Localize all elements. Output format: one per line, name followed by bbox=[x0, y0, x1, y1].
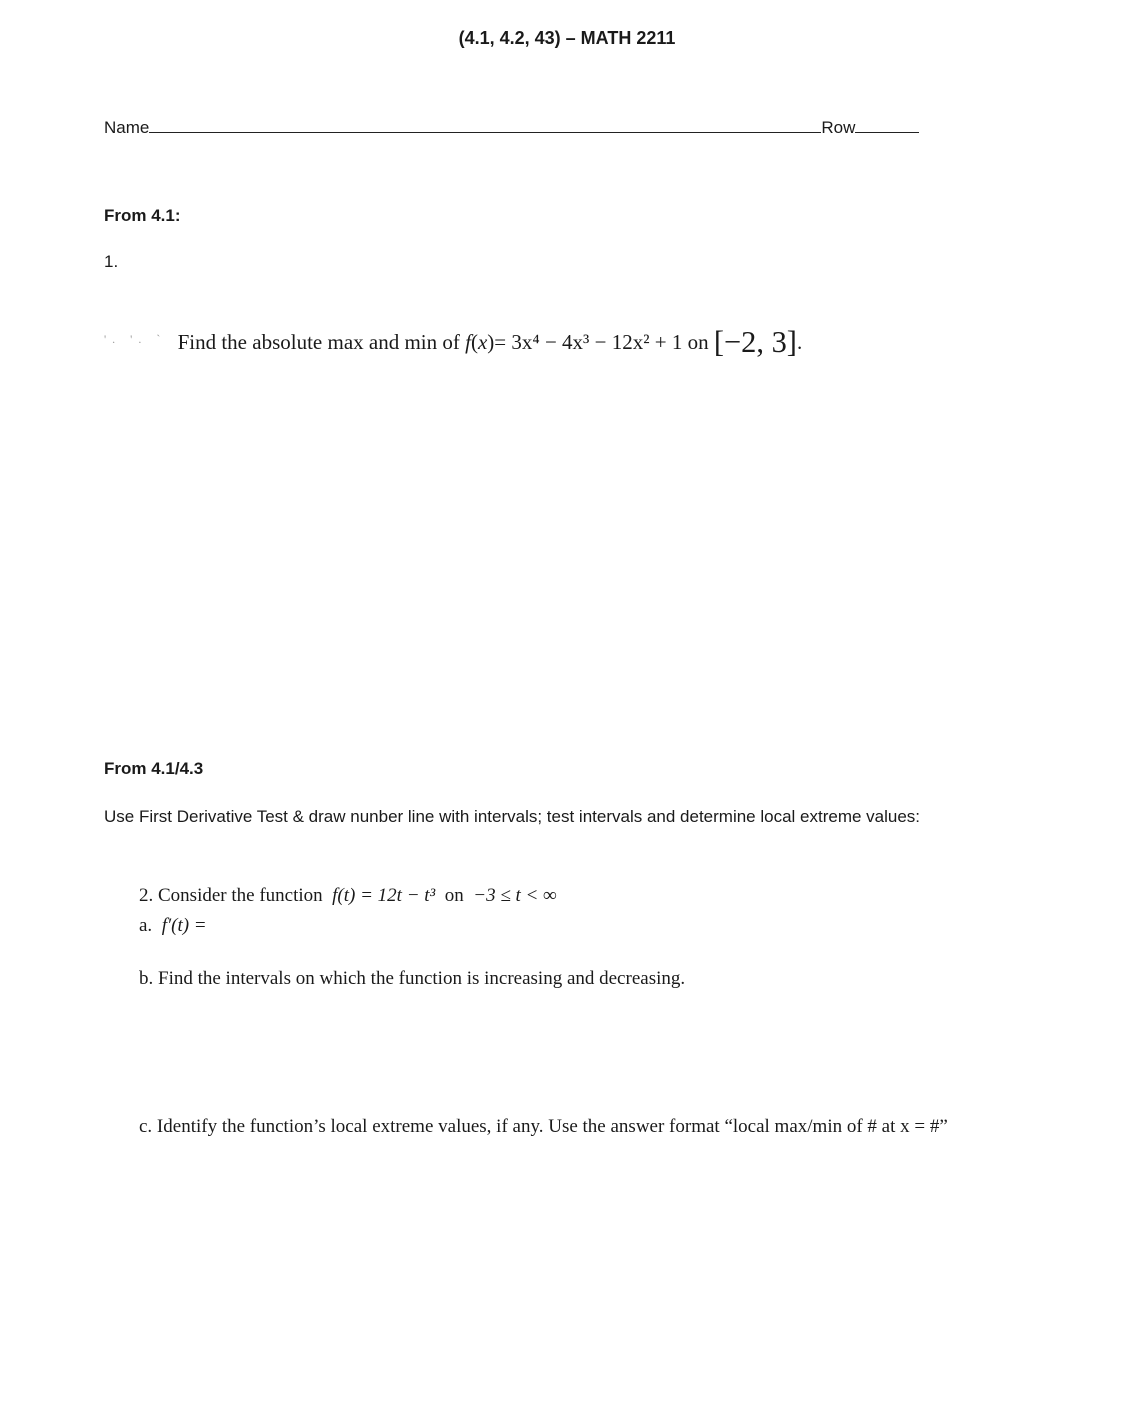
question-number-1: 1. bbox=[104, 252, 119, 271]
question-1: '. '. ` Find the absolute max and min of f(x)= 3x⁴ − 4x³ − 12x² + 1 on [−2, 3]. bbox=[104, 325, 803, 360]
question-2c: c. Identify the function’s local extreme values, if any. Use the answer format “local max/min of # at x = #” bbox=[139, 1116, 948, 1137]
name-row bbox=[104, 118, 919, 138]
sentence-end: . bbox=[796, 330, 803, 354]
question-2-function: f(t) = 12t − t³ bbox=[332, 885, 436, 906]
function-variable: x bbox=[477, 330, 488, 354]
interval: [−2, 3] bbox=[713, 325, 797, 360]
name-blank-line[interactable] bbox=[149, 130, 821, 133]
function-name: f bbox=[465, 330, 471, 354]
question-2-lead: 2. Consider the function bbox=[139, 885, 323, 906]
page-title: (4.1, 4.2, 43) – MATH 2211 bbox=[458, 28, 676, 48]
row-label: Row bbox=[821, 118, 856, 137]
question-2b: b. Find the intervals on which the function is increasing and decreasing. bbox=[139, 968, 686, 989]
section-heading-4-1: From 4.1: bbox=[104, 206, 181, 225]
on-word: on bbox=[687, 330, 709, 354]
question-2a bbox=[139, 915, 207, 937]
question-2a-text: f′(t) = bbox=[161, 915, 207, 936]
row-blank-line[interactable] bbox=[855, 130, 919, 133]
instructions: Use First Derivative Test & draw nunber line with intervals; test intervals and determine local extreme values: bbox=[104, 807, 921, 826]
question-1-lead: Find the absolute max and min of bbox=[177, 330, 460, 354]
section-heading-4-1-4-3: From 4.1/4.3 bbox=[104, 759, 204, 778]
question-2-domain: −3 ≤ t < ∞ bbox=[473, 885, 557, 906]
function-expression: = 3x⁴ − 4x³ − 12x² + 1 bbox=[494, 330, 683, 354]
question-2 bbox=[139, 885, 557, 907]
question-2a-label: a. bbox=[139, 915, 153, 936]
scan-artifact-marks: '. '. ` bbox=[104, 332, 167, 346]
question-2-on-word: on bbox=[444, 885, 464, 906]
name-label: Name bbox=[104, 118, 150, 137]
